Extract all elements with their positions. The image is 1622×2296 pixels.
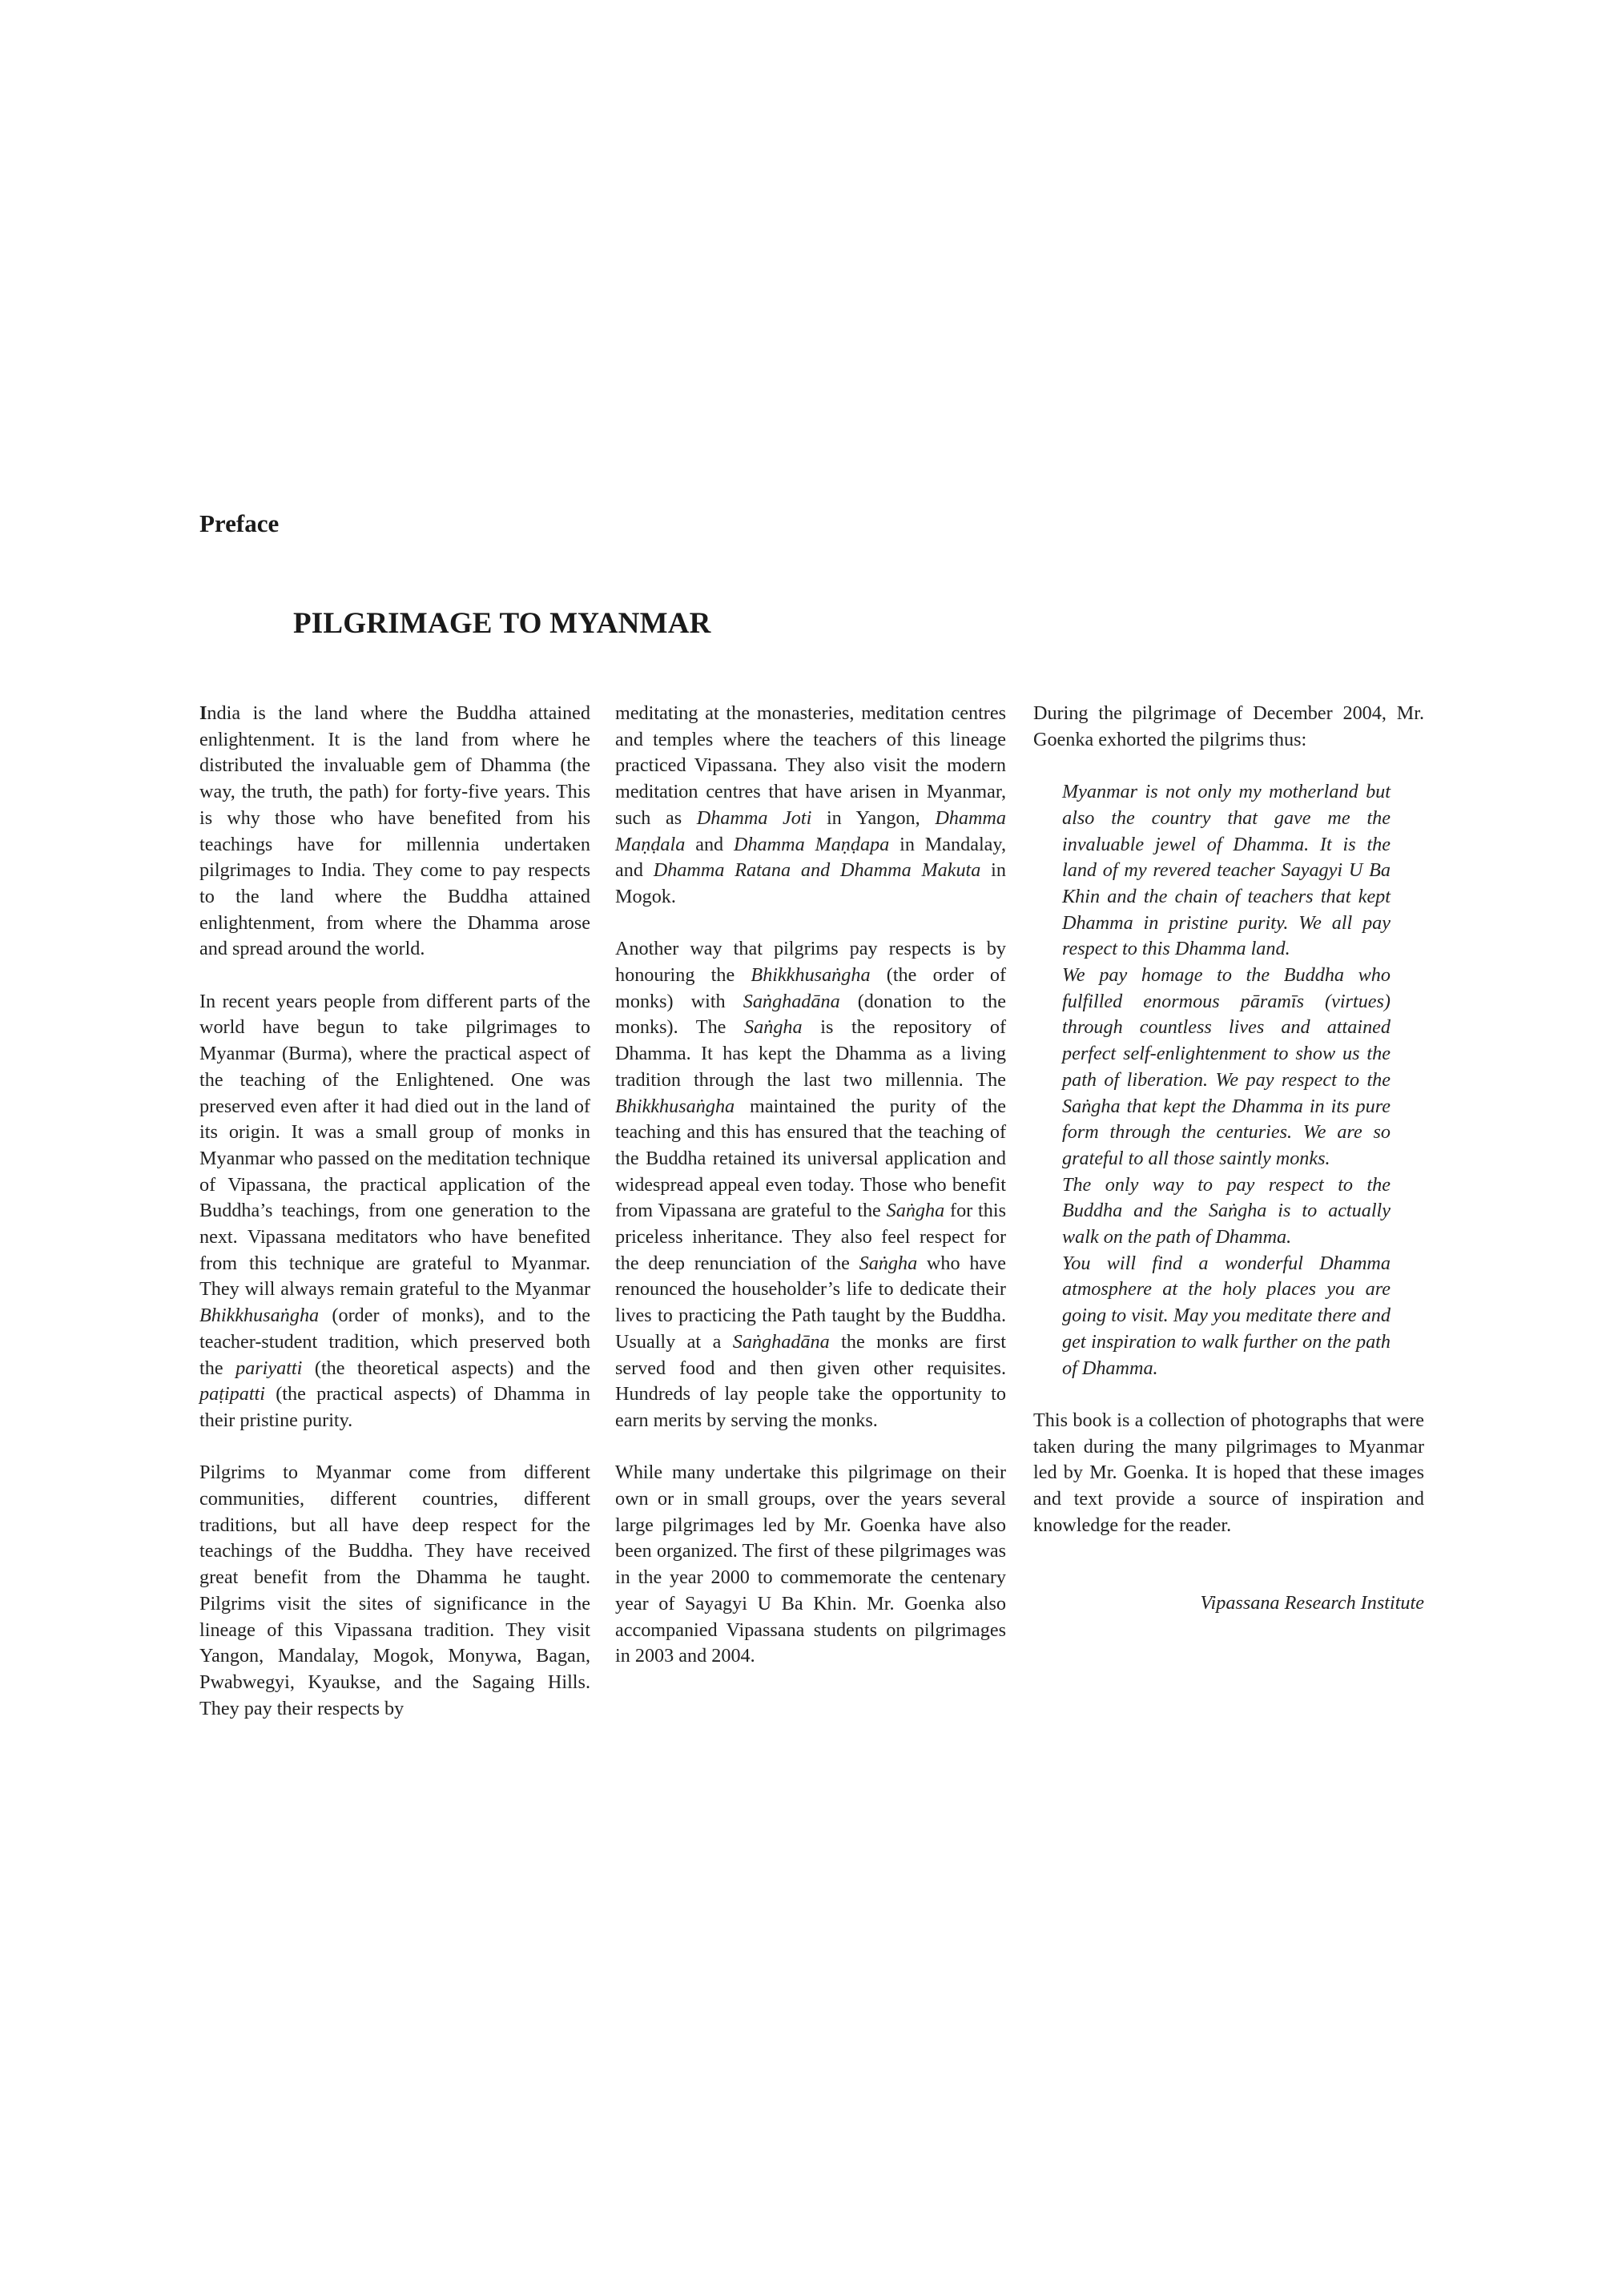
quote-paragraph: You will find a wonderful Dhamma atmosphere at the holy places you are going to visit. May you meditate there and get inspiration to walk further on the path of Dhamma. [1062,1252,1391,1379]
paragraph-pilgrims: Pilgrims to Myanmar come from different communities, different countries, different traditions, but all have deep respect for the teachings of the Buddha. They have received great benefit from the Dhamma he taught. Pilgrims visit the sites of significance in the lineage of this Vipassana tradition. They visit Yangon, Mandalay, Mogok, Monywa, Bagan, Pwabwegyi, Kyaukse, and the Sagaing Hills. They pay their respects by [199,1462,590,1719]
italic-term: paṭipatti [199,1383,265,1405]
quote-paragraph: Myanmar is not only my motherland but also the country that gave me the invaluable jewel of Dhamma. It is the land of my revered teacher Sayagyi U Ba Khin and the chain of teachers that kept Dhamma in pristine purity. We all pay respect to this Dhamma land. [1062,781,1391,960]
italic-term: Saṅghadāna [732,1330,830,1353]
paragraph-text: in Yangon, [811,806,936,829]
text-column-2 [615,701,1006,1670]
italic-term: Dhamma Maṇḍapa [734,833,890,855]
quote-paragraph: The only way to pay respect to the Buddha and the Saṅgha is to actually walk on the path of Dhamma. [1062,1173,1391,1249]
paragraph-text: (the practical aspects) of Dhamma in their pristine purity. [199,1383,590,1431]
page-title: PILGRIMAGE TO MYANMAR [293,607,711,640]
paragraph-text: and [685,833,734,855]
paragraph-meditating [615,701,1006,911]
italic-term: Saṅgha [859,1252,918,1274]
paragraph-text: in Mogok. [615,859,1006,907]
paragraph-text: (the order of monks) with [615,964,1006,1012]
paragraph-text: for this priceless inheritance. They also feel respect for the deep renunciation of the [615,1200,1006,1274]
paragraph-exhortation-intro: During the pilgrimage of December 2004, Mr. Goenka exhorted the pilgrims thus: [1033,702,1424,750]
paragraph-text: (order of monks), and to the teacher-student tradition, which preserved both the [199,1305,590,1379]
text-column-1 [199,701,590,1722]
paragraph-closing: This book is a collection of photographs that were taken during the many pilgrimages to Myanmar led by Mr. Goenka. It is hoped that these images and text provide a source of inspiration and knowledge for the reader. [1033,1409,1424,1536]
italic-term: Bhikkhusaṅgha [199,1305,320,1327]
quote-paragraph: We pay homage to the Buddha who fulfilled enormous pāramīs (virtues) through countless lives and attained perfect self-enlightenment to show us the path of liberation. We pay respect to the Saṅgha that kept the Dhamma in its pure form through the centuries. We are so grateful to all those saintly monks. [1062,964,1391,1169]
section-label: Preface [199,509,280,537]
paragraph-text: is the repository of Dhamma. It has kept the Dhamma as a living tradition through the last two millennia. The [615,1016,1006,1091]
paragraph-text: who have renounced the householder’s life to dedicate their lives to practicing the Path taught by the Buddha. Usually at a [615,1252,1006,1353]
text-column-3 [1033,701,1424,1617]
italic-term: pariyatti [235,1357,303,1379]
drop-cap: I [199,702,207,724]
paragraph-text: maintained the purity of the teaching and this has ensured that the teaching of the Buddha retained its universal application and widespread appeal even today. Those who benefit from Vipassana are grateful to the [615,1095,1006,1222]
paragraph-sanghadana [615,936,1006,1433]
italic-term: Bhikkhusaṅgha [751,964,871,987]
paragraph-large-pilgrimages: While many undertake this pilgrimage on their own or in small groups, over the years several large pilgrimages led by Mr. Goenka have also been organized. The first of these pilgrimages was in the year 2000 to commemorate the centenary year of Sayagyi U Ba Khin. Mr. Goenka also accompanied Vipassana students on pilgrimages in 2003 and 2004. [615,1462,1006,1667]
paragraph-recent-years [199,989,590,1434]
italic-term: Dhamma Maṇḍala [615,806,1006,855]
paragraph-text: (donation to the monks). The [615,990,1006,1039]
paragraph-text: the monks are first served food and then given other requisites. Hundreds of lay people take the opportunity to earn merits by serving the monks. [615,1330,1007,1431]
goenka-quote [1062,779,1391,1381]
italic-term: Dhamma Joti [696,806,812,829]
paragraph-text: In recent years people from different parts of the world have begun to take pilgrimages to Myanmar (Burma), where the practical aspect of the teaching of the Enlightened. One was preserved even after it had died out in the land of its origin. It was a small group of monks in Myanmar who passed on the meditation technique of Vipassana, the practical application of the Buddha’s teachings, from one generation to the next. Vipassana meditators who have benefited from this technique are grateful to Myanmar. They will always remain grateful to the Myanmar [199,990,590,1301]
italic-term: Dhamma Ratana and Dhamma Makuta [653,859,981,882]
italic-term: Saṅgha [744,1016,803,1039]
italic-term: Saṅghadāna [743,990,840,1012]
paragraph-text: in Mandalay, and [615,833,1006,882]
paragraph-text: Another way that pilgrims pay respects is by honouring the [615,938,1006,987]
italic-term: Saṅgha [886,1200,945,1222]
paragraph-india [199,701,590,963]
italic-term: Bhikkhusaṅgha [615,1095,735,1117]
paragraph-text: meditating at the monasteries, meditation centres and temples where the teachers of this lineage practiced Vipassana. They also visit the modern meditation centres that have arisen in Myanmar, such as [615,702,1006,829]
signature: Vipassana Research Institute [1200,1592,1424,1614]
paragraph-text: (the theoretical aspects) and the [302,1357,590,1379]
paragraph-text: ndia is the land where the Buddha attained enlightenment. It is the land from where he distributed the invaluable gem of Dhamma (the way, the truth, the path) for forty-five years. This is why those who have benefited from his teachings have for millennia undertaken pilgrimages to India. They come to pay respects to the land where the Buddha attained enlightenment, from where the Dhamma arose and spread around the world. [199,702,590,960]
